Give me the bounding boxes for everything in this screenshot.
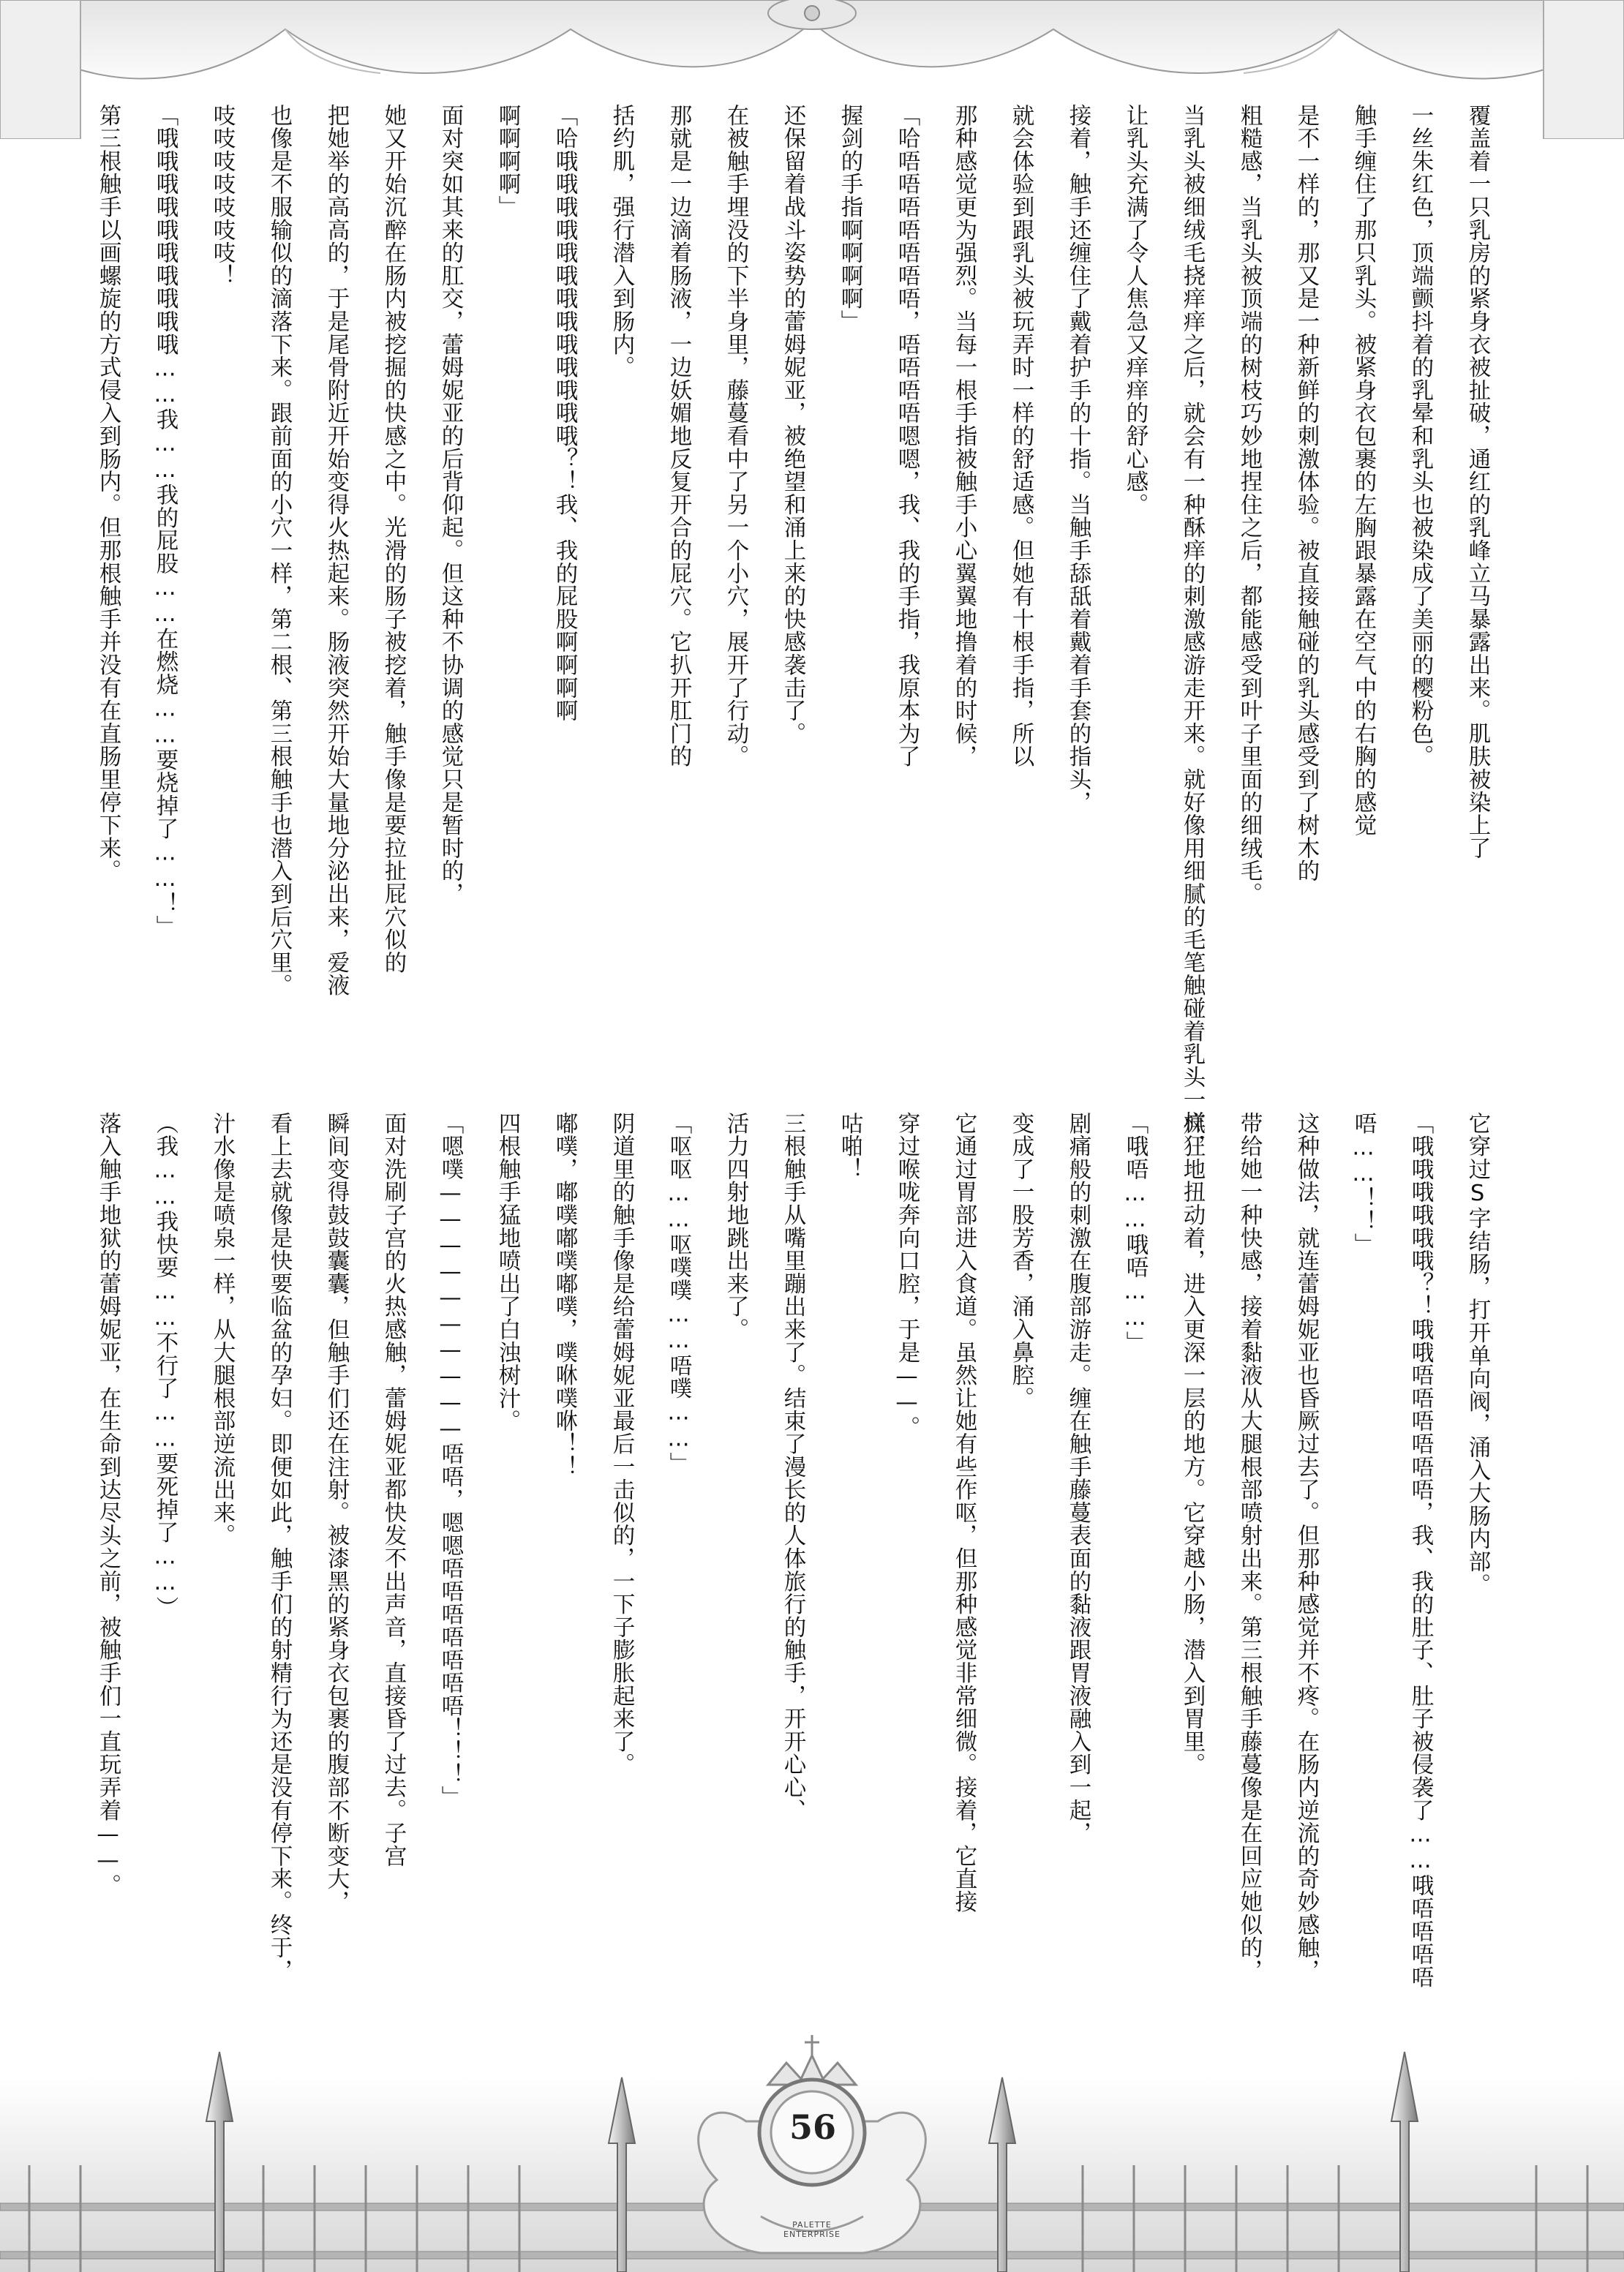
text-line: 括约肌，强行潜入到肠内。 bbox=[609, 104, 634, 379]
text-line: 三根触手从嘴里蹦出来了。结束了漫长的人体旅行的触手，开开心心、 bbox=[780, 1112, 805, 1822]
text-line: 「哈唔唔唔唔唔唔唔，唔唔唔唔嗯嗯，我、我的手指，我原本为了 bbox=[894, 104, 920, 768]
text-line: （我……我快要……不行了……要死掉了……） bbox=[152, 1112, 178, 1620]
text-line: 阴道里的触手像是给蕾姆妮亚最后一击似的，一下子膨胀起来了。 bbox=[609, 1112, 634, 1776]
text-line: 面对洗刷子宫的火热感触，蕾姆妮亚都快发不出声音，直接昏了过去。子宫 bbox=[380, 1112, 406, 1867]
text-line: 它通过胃部进入食道。虽然让她有些作呕，但那种感觉非常细微。接着，它直接 bbox=[951, 1112, 977, 1914]
text-line: 触手缠住了那只乳头。被紧身衣包裹的左胸跟暴露在空气中的右胸的感觉 bbox=[1350, 104, 1376, 837]
text-line: 面对突如其来的肛交，蕾姆妮亚的后背仰起。但这种不协调的感觉只是暂时的， bbox=[437, 104, 463, 906]
text-line: 把她举的高高的，于是尾骨附近开始变得火热起来。肠液突然开始大量地分泌出来，爱液 bbox=[323, 104, 349, 997]
text-line: 那就是一边滴着肠液，一边妖媚地反复开合的屁穴。它扒开肛门的 bbox=[666, 104, 691, 768]
text-line: 「哦哦哦哦哦哦？！哦哦唔唔唔唔唔唔，我、我的肚子、肚子被侵袭了……哦唔唔唔唔 bbox=[1407, 1112, 1433, 1989]
lower-text-block bbox=[95, 1112, 1505, 2019]
text-line: 它穿过S字结肠，打开单向阀，涌入大肠内部。 bbox=[1465, 1112, 1490, 1596]
page-number: 56 bbox=[789, 2107, 836, 2147]
text-line: 看上去就像是快要临盆的孕妇。即便如此，触手们的射精行为还是没有停下来。终于， bbox=[266, 1112, 292, 1982]
top-crest-icon bbox=[768, 0, 856, 29]
text-line: 在被触手埋没的下半身里，藤蔓看中了另一个小穴，展开了行动。 bbox=[723, 104, 748, 768]
text-line: 让乳头充满了令人焦急又痒痒的舒心感。 bbox=[1122, 104, 1148, 516]
text-line: 「呕呕……呕噗噗……唔噗……」 bbox=[666, 1112, 691, 1475]
text-line: 握剑的手指啊啊啊啊」 bbox=[837, 104, 862, 333]
text-line: 粗糙感，当乳头被顶端的树枝巧妙地捏住之后，都能感受到叶子里面的细绒毛。 bbox=[1236, 104, 1262, 906]
text-line: 剧痛般的刺激在腹部游走。缠在触手藤蔓表面的黏液跟胃液融入到一起， bbox=[1065, 1112, 1091, 1845]
text-line: 是不一样的，那又是一种新鲜的刺激体验。被直接触碰的乳头感受到了树木的 bbox=[1293, 104, 1319, 883]
text-line: 吱吱吱吱吱吱吱！ bbox=[209, 104, 235, 287]
text-line: 唔……！！」 bbox=[1350, 1112, 1376, 1256]
text-line: 当乳头被细绒毛挠痒痒之后，就会有一种酥痒的刺激感游走开来。就好像用细腻的毛笔触碰着乳头一样， bbox=[1179, 104, 1205, 1157]
text-line: 第三根触手以画螺旋的方式侵入到肠内。但那根触手并没有在直肠里停下来。 bbox=[95, 104, 121, 883]
text-line: 啊啊啊啊」 bbox=[495, 104, 520, 219]
text-line: 就会体验到跟乳头被玩弄时一样的舒适感。但她有十根手指，所以 bbox=[1008, 104, 1034, 768]
text-line: 那种感觉更为强烈。当每一根手指被触手小心翼翼地撸着的时候， bbox=[951, 104, 977, 768]
text-line: 带给她一种快感，接着黏液从大腿根部喷射出来。第三根触手藤蔓像是在回应她似的， bbox=[1236, 1112, 1262, 1982]
text-line: 「哦哦哦哦哦哦哦哦哦哦……我……我的屁股……在燃烧……要烧掉了……！」 bbox=[152, 104, 178, 938]
text-line: 覆盖着一只乳房的紧身衣被扯破，通红的乳峰立马暴露出来。肌肤被染上了 bbox=[1465, 104, 1490, 859]
text-line: 接着，触手还缠住了戴着护手的十指。当触手舔舐着戴着手套的指头， bbox=[1065, 104, 1091, 814]
text-line: 咕啪！ bbox=[837, 1112, 862, 1181]
text-line: 活力四射地跳出来了。 bbox=[723, 1112, 748, 1341]
text-line: 落入触手地狱的蕾姆妮亚，在生命到达尽头之前，被触手们一直玩弄着——。 bbox=[95, 1112, 121, 1897]
text-line: 四根触手猛地喷出了白浊树汁。 bbox=[495, 1112, 520, 1433]
text-line: 一丝朱红色，顶端颤抖着的乳晕和乳头也被染成了美丽的樱粉色。 bbox=[1407, 104, 1433, 768]
text-line: 她又开始沉醉在肠内被挖掘的快感之中。光滑的肠子被挖着，触手像是要拉扯屁穴似的 bbox=[380, 104, 406, 974]
text-line: 汁水像是喷泉一样，从大腿根部逆流出来。 bbox=[209, 1112, 235, 1547]
text-line: 也像是不服输似的滴落下来。跟前面的小穴一样，第二根、第三根触手也潜入到后穴里。 bbox=[266, 104, 292, 997]
text-line: 嘟噗，嘟噗嘟噗嘟噗，噗咻噗咻！！ bbox=[552, 1112, 577, 1478]
text-line: 「哈哦哦哦哦哦哦哦哦哦哦哦哦哦？！我、我的屁股啊啊啊啊 bbox=[552, 104, 577, 723]
text-line: 「哦唔……哦唔……」 bbox=[1122, 1112, 1148, 1354]
text-line: 还保留着战斗姿势的蕾姆妮亚，被绝望和涌上来的快感袭击了。 bbox=[780, 104, 805, 745]
text-line: 疯狂地扭动着，进入更深一层的地方。它穿越小肠，潜入到胃里。 bbox=[1179, 1112, 1205, 1776]
text-line: 瞬间变得鼓鼓囊囊，但触手们还在注射。被漆黑的紧身衣包裹的腹部不断变大， bbox=[323, 1112, 349, 1914]
text-line: 这种做法，就连蕾姆妮亚也昏厥过去了。但那种感觉并不疼。在肠内逆流的奇妙感触， bbox=[1293, 1112, 1319, 1982]
text-line: 「嗯噗——————————唔唔，嗯嗯唔唔唔唔唔唔唔！！！」 bbox=[437, 1112, 463, 1809]
text-line: 穿过喉咙奔向口腔，于是——。 bbox=[894, 1112, 920, 1440]
publisher-mark: PALETTE ENTERPRISE bbox=[783, 2220, 841, 2239]
text-line: 变成了一股芳香，涌入鼻腔。 bbox=[1008, 1112, 1034, 1410]
